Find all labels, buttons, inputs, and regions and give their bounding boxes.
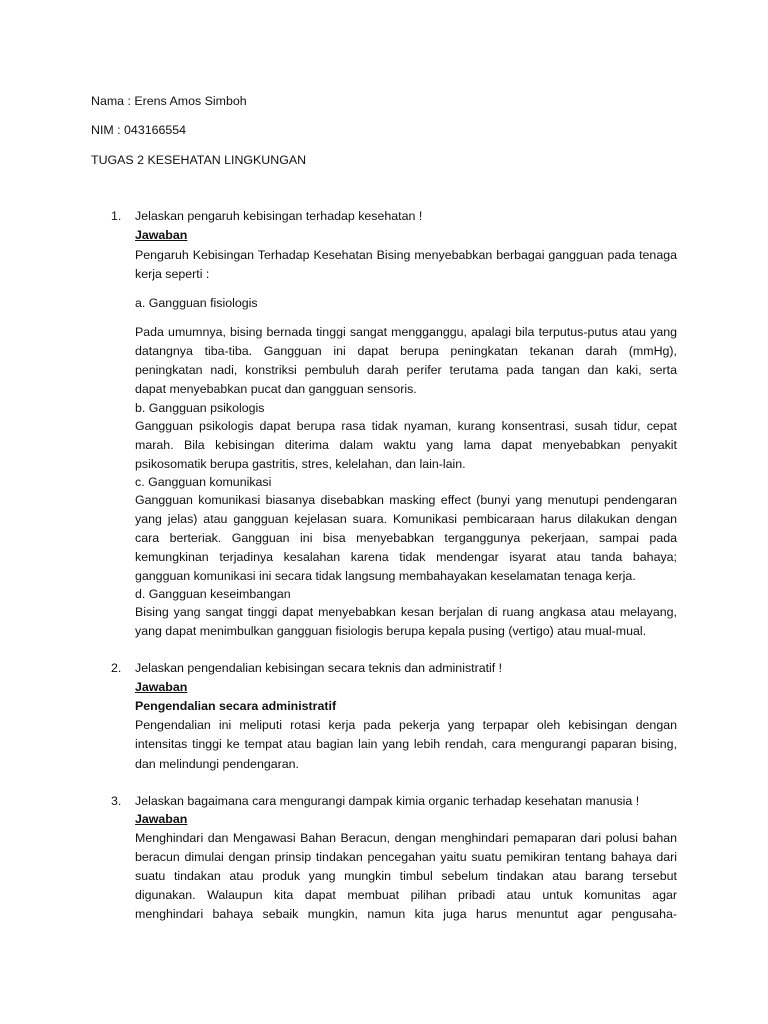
q3-line: suatu tindakan atau produk yang mungkin timbul sebelum tindakan atau barang tersebut (135, 869, 677, 883)
q2-answer-label: Jawaban (135, 680, 188, 694)
q1-a-line: datangnya tiba-tiba. Gangguan ini dapat berupa peningkatan tekanan darah (mmHg), (135, 344, 677, 358)
q1-a-line: dapat menyebabkan pucat dan gangguan sensoris. (135, 382, 417, 396)
q1-answer-label: Jawaban (135, 228, 188, 242)
q1-a-title: a. Gangguan fisiologis (135, 296, 258, 310)
q1-a-line: peningkatan nadi, konstriksi pembuluh darah perifer terutama pada tangan dan kaki, serta (135, 363, 677, 377)
q1-c-line: cara berteriak. Gangguan ini bisa menyebabkan terganggunya pekerjaan, sampai pada (135, 531, 677, 545)
q1-b-title: b. Gangguan psikologis (135, 401, 265, 415)
q3-line: digunakan. Walaupun kita dapat membuat pilihan pribadi atau untuk komunitas agar (135, 888, 677, 902)
q1-question: Jelaskan pengaruh kebisingan terhadap kesehatan ! (135, 209, 423, 223)
q3-number: 3. (111, 794, 122, 808)
student-nim: NIM : 043166554 (91, 123, 187, 137)
q3-answer-label: Jawaban (135, 812, 188, 826)
q1-c-line: yang jelas) atau gangguan kejelasan suara. Komunikasi pembicaraan harus dilakukan dengan (135, 512, 677, 526)
q1-d-title: d. Gangguan keseimbangan (135, 587, 291, 601)
q1-intro-line: kerja seperti : (135, 267, 210, 281)
task-title: TUGAS 2 KESEHATAN LINGKUNGAN (91, 153, 307, 167)
q2-line: intensitas tinggi ke tempat atau bagian lain yang lebih rendah, cara mengurangi paparan bising, (135, 737, 677, 751)
q2-line: dan melindungi pendengaran. (135, 757, 299, 771)
q1-c-line: gangguan komunikasi ini secara tidak langsung membahayakan keselamatan tenaga kerja. (135, 569, 636, 583)
q3-line: beracun dimulai dengan prinsip tindakan pencegahan yaitu suatu pemikiran tentang bahaya dari (135, 850, 677, 864)
q1-b-line: psikosomatik berupa gastritis, stres, kelelahan, dan lain-lain. (135, 457, 466, 471)
q1-number: 1. (111, 209, 122, 223)
q2-subheading: Pengendalian secara administratif (135, 699, 337, 713)
q1-b-line: marah. Bila kebisingan diterima dalam waktu yang lama dapat menyebabkan penyakit (135, 438, 677, 452)
q1-a-line: Pada umumnya, bising bernada tinggi sangat mengganggu, apalagi bila terputus-putus atau yang (135, 325, 677, 339)
q1-intro-line: Pengaruh Kebisingan Terhadap Kesehatan Bising menyebabkan berbagai gangguan pada tenaga (135, 248, 677, 262)
q1-c-line: kemungkinan terjadinya kesalahan karena tidak mendengar isyarat atau tanda bahaya; (135, 550, 677, 564)
q1-c-line: Gangguan komunikasi biasanya disebabkan masking effect (bunyi yang menutupi pendengaran (135, 493, 677, 507)
q3-line: menghindari bahaya sebaik mungkin, namun kita juga harus menuntut agar pengusaha- (135, 907, 677, 921)
q1-d-line: yang dapat menimbulkan gangguan fisiologis berupa kepala pusing (vertigo) atau mual-mual. (135, 624, 647, 638)
q2-question: Jelaskan pengendalian kebisingan secara teknis dan administratif ! (135, 661, 503, 675)
q1-d-line: Bising yang sangat tinggi dapat menyebabkan kesan berjalan di ruang angkasa atau melayang, (135, 605, 677, 619)
q1-c-title: c. Gangguan komunikasi (135, 475, 272, 489)
student-name: Nama : Erens Amos Simboh (91, 94, 247, 108)
q3-line: Menghindari dan Mengawasi Bahan Beracun, dengan menghindari pemaparan dari polusi bahan (135, 831, 677, 845)
q3-question: Jelaskan bagaimana cara mengurangi dampak kimia organic terhadap kesehatan manusia ! (135, 794, 640, 808)
q1-b-line: Gangguan psikologis dapat berupa rasa tidak nyaman, kurang konsentrasi, susah tidur, cepat (135, 419, 677, 433)
q2-line: Pengendalian ini meliputi rotasi kerja pada pekerja yang terpapar oleh kebisingan dengan (135, 718, 677, 732)
q2-number: 2. (111, 661, 122, 675)
